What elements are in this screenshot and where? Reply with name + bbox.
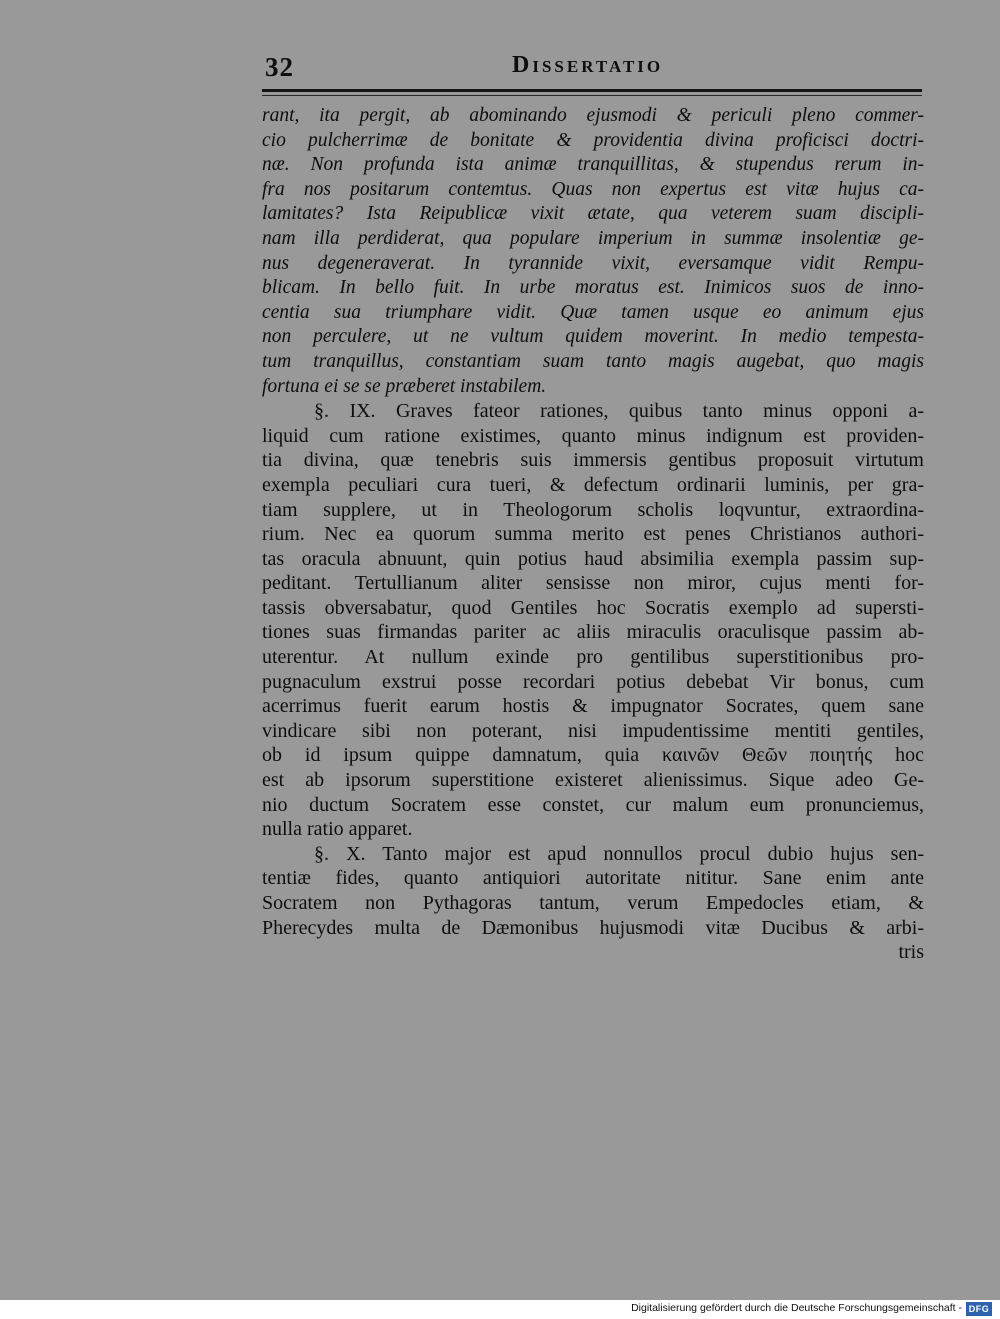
text-line: uterentur. At nullum exinde pro gentilibus superstitionibus pro- (262, 646, 924, 669)
header-rule-thin (262, 95, 922, 96)
paragraph-start-line: §. X. Tanto major est apud nonnullos procul dubio hujus sen- (314, 842, 924, 865)
text-line: vindicare sibi non poterant, nisi impudentissime mentiti gentiles, (262, 719, 924, 742)
running-head: Dissertatio (512, 52, 664, 78)
text-line: nulla ratio apparet. (262, 818, 413, 841)
text-line: rium. Nec ea quorum summa merito est penes Christianos authori- (262, 523, 924, 546)
text-line: cio pulcherrimæ de bonitate & providentia divina proficisci doctri- (262, 129, 924, 151)
header-rule (262, 89, 922, 92)
text-line: tiones suas firmandas pariter ac aliis miraculis oraculisque passim ab- (262, 621, 924, 644)
text-line: tassis obversabatur, quod Gentiles hoc Socratis exemplo ad supersti- (262, 596, 924, 619)
text-line: Pherecydes multa de Dæmonibus hujusmodi vitæ Ducibus & arbi- (262, 916, 924, 939)
text-line: tentiæ fides, quanto antiquiori autoritate nititur. Sane enim ante (262, 867, 924, 890)
body-text (262, 104, 924, 965)
text-line: lamitates? Ista Reipublicæ vixit ætate, qua veterem suam discipli- (262, 203, 924, 225)
text-line: tas oracula abnuunt, quin potius haud absimilia exempla passim sup- (262, 547, 924, 570)
text-line: nus degeneraverat. In tyrannide vixit, eversamque vidit Rempu- (262, 252, 924, 274)
text-line: tia divina, quæ tenebris suis immersis gentibus proposuit virtutum (262, 449, 924, 472)
text-line: rant, ita pergit, ab abominando ejusmodi & periculi pleno commer- (262, 105, 924, 126)
text-line: est ab ipsorum superstitione existeret alienissimus. Sique adeo Ge- (262, 769, 924, 792)
text-line: nio ductum Socratem esse constet, cur malum eum pronunciemus, (262, 793, 924, 816)
footer-credit: Digitalisierung gefördert durch die Deutsche Forschungsgemeinschaft - (631, 1302, 962, 1314)
text-line: fra nos positarum contemtus. Quas non expertus est vitæ hujus ca- (262, 178, 924, 200)
text-line: tum tranquillus, constantiam suam tanto magis augebat, quo magis (262, 350, 924, 372)
text-line: centia sua triumphare vidit. Quæ tamen usque eo animum ejus (262, 301, 924, 323)
text-line: ob id ipsum quippe damnatum, quia καινῶν Θεῶν ποιητής hoc (262, 744, 924, 767)
text-line: peditant. Tertullianum aliter sensisse non miror, cujus menti for- (262, 572, 924, 595)
text-line: fortuna ei se se præberet instabilem. (262, 375, 547, 397)
paragraph-start-line: §. IX. Graves fateor rationes, quibus tanto minus opponi a- (314, 400, 924, 423)
text-line: tiam supplere, ut in Theologorum scholis loqvuntur, extraordina- (262, 498, 924, 521)
text-line: exempla peculiari cura tueri, & defectum ordinarii luminis, per gra- (262, 473, 924, 496)
text-line: blicam. In bello fuit. In urbe moratus est. Inimicos suos de inno- (262, 277, 924, 299)
text-line: Socratem non Pythagoras tantum, verum Empedocles etiam, & (262, 892, 924, 914)
page-number: 32 (265, 52, 294, 82)
text-line: nam illa perdiderat, qua populare imperium in summæ insolentiæ ge- (262, 227, 924, 249)
text-line: pugnaculum exstrui posse recordari potius debebat Vir bonus, cum (262, 670, 924, 693)
dfg-logo: DFG (966, 1302, 992, 1316)
text-line: næ. Non profunda ista animæ tranquillitas, & stupendus rerum in- (262, 154, 924, 176)
text-line: acerrimus fuerit earum hostis & impugnator Socrates, quem sane (262, 695, 924, 718)
text-line: tris (898, 941, 924, 964)
text-line: liquid cum ratione existimes, quanto minus indignum est providen- (262, 424, 924, 447)
text-line: non perculere, ut ne vultum quidem moverint. In medio tempesta- (262, 326, 924, 348)
